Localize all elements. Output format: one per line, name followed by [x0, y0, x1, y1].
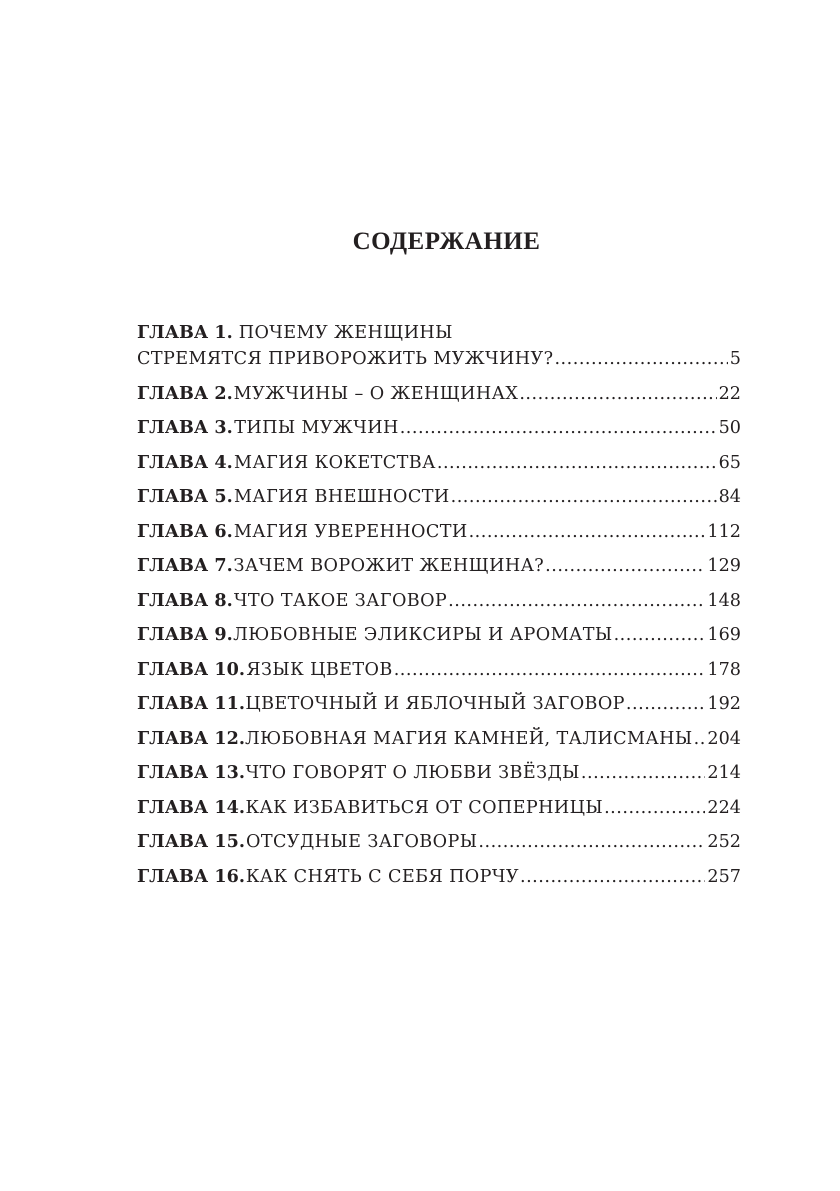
dot-leader — [545, 553, 705, 579]
dot-leader — [626, 691, 705, 717]
toc-entry — [137, 553, 741, 579]
chapter-label: ГЛАВА 3. — [137, 417, 233, 438]
toc-entry — [137, 760, 741, 786]
chapter-label: ГЛАВА 11. — [137, 693, 245, 714]
page-number: 192 — [707, 694, 741, 714]
page-number: 112 — [707, 521, 741, 542]
chapter-title: ПОЧЕМУ ЖЕНЩИНЫ — [238, 323, 453, 343]
toc-list — [137, 320, 741, 898]
chapter-label: ГЛАВА 2. — [137, 382, 233, 404]
chapter-title-continued: СТРЕМЯТСЯ ПРИВОРОЖИТЬ МУЖЧИНУ? — [137, 349, 554, 369]
dot-leader — [478, 829, 705, 855]
page-number: 65 — [718, 452, 741, 473]
dot-leader — [469, 519, 706, 545]
chapter-label: ГЛАВА 14. — [137, 796, 245, 818]
chapter-title: ЦВЕТОЧНЫЙ И ЯБЛОЧНЫЙ ЗАГОВОР — [245, 694, 625, 714]
chapter-title: МАГИЯ ВНЕШНОСТИ — [233, 487, 450, 507]
dot-leader — [394, 657, 706, 683]
chapter-title: ЛЮБОВНАЯ МАГИЯ КАМНЕЙ, ТАЛИСМАНЫ — [245, 728, 693, 749]
chapter-title: КАК СНЯТЬ С СЕБЯ ПОРЧУ — [245, 866, 519, 887]
page-number: 5 — [729, 349, 741, 369]
chapter-title: ЧТО ГОВОРЯТ О ЛЮБВИ ЗВЁЗДЫ — [245, 763, 580, 783]
chapter-label: ГЛАВА 13. — [137, 762, 245, 783]
page-number: 252 — [707, 832, 741, 852]
page-number: 204 — [707, 728, 741, 749]
chapter-label: ГЛАВА 15. — [137, 831, 245, 852]
chapter-title: ЧТО ТАКОЕ ЗАГОВОР — [233, 590, 448, 611]
toc-entry — [137, 691, 741, 717]
page-number: 224 — [707, 797, 741, 818]
dot-leader — [581, 760, 706, 786]
dot-leader — [451, 484, 717, 510]
page-number: 50 — [718, 418, 741, 438]
toc-entry — [137, 726, 741, 752]
chapter-label: ГЛАВА 7. — [137, 555, 233, 576]
page-number: 214 — [707, 763, 741, 783]
dot-leader — [400, 415, 717, 441]
chapter-title: МАГИЯ КОКЕТСТВА — [234, 452, 436, 473]
chapter-title: ЗАЧЕМ ВОРОЖИТ ЖЕНЩИНА? — [233, 556, 545, 576]
chapter-label: ГЛАВА 10. — [137, 658, 245, 680]
toc-entry — [137, 588, 741, 614]
toc-entry — [137, 657, 741, 683]
dot-leader — [519, 381, 716, 407]
toc-entry — [137, 450, 741, 476]
dot-leader — [694, 726, 706, 752]
chapter-label: ГЛАВА 6. — [137, 520, 233, 542]
page-number: 22 — [718, 383, 741, 404]
toc-entry — [137, 864, 741, 890]
chapter-title: ОТСУДНЫЕ ЗАГОВОРЫ — [246, 832, 478, 852]
dot-leader — [614, 622, 706, 648]
toc-entry — [137, 519, 741, 545]
chapter-title: КАК ИЗБАВИТЬСЯ ОТ СОПЕРНИЦЫ — [245, 797, 604, 818]
toc-entry — [137, 415, 741, 441]
chapter-label: ГЛАВА 9. — [137, 624, 233, 645]
page-number: 169 — [707, 625, 741, 645]
chapter-label: ГЛАВА 5. — [137, 486, 233, 507]
chapter-label: ГЛАВА 12. — [137, 727, 245, 749]
toc-entry — [137, 381, 741, 407]
chapter-title: ЛЮБОВНЫЕ ЭЛИКСИРЫ И АРОМАТЫ — [233, 625, 613, 645]
page-number: 129 — [707, 556, 741, 576]
page-number: 257 — [707, 866, 741, 887]
toc-entry — [137, 622, 741, 648]
toc-entry — [137, 795, 741, 821]
chapter-label: ГЛАВА 1. — [137, 322, 233, 343]
chapter-label: ГЛАВА 16. — [137, 865, 245, 887]
chapter-title: ЯЗЫК ЦВЕТОВ — [246, 659, 393, 680]
dot-leader — [604, 795, 705, 821]
page-number: 148 — [707, 590, 741, 611]
page-number: 84 — [718, 487, 741, 507]
dot-leader — [448, 588, 705, 614]
page-number: 178 — [707, 659, 741, 680]
chapter-title: ТИПЫ МУЖЧИН — [234, 418, 399, 438]
toc-heading: СОДЕРЖАНИЕ — [352, 228, 541, 255]
chapter-title: МУЖЧИНЫ – О ЖЕНЩИНАХ — [233, 383, 519, 404]
chapter-label: ГЛАВА 4. — [137, 451, 233, 473]
toc-entry — [137, 829, 741, 855]
toc-entry — [137, 484, 741, 510]
toc-entry — [137, 320, 741, 372]
chapter-label: ГЛАВА 8. — [137, 589, 233, 611]
chapter-title: МАГИЯ УВЕРЕННОСТИ — [233, 521, 468, 542]
dot-leader — [554, 346, 727, 372]
dot-leader — [437, 450, 717, 476]
dot-leader — [520, 864, 705, 890]
